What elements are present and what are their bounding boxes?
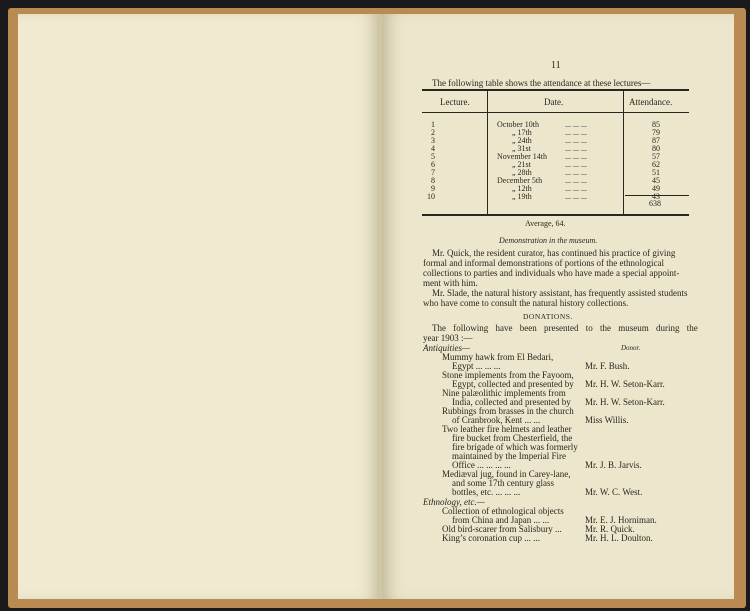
row-date: „ 24th <box>512 136 532 145</box>
donor-name: Mr. H. L. Doulton. <box>585 533 653 543</box>
row-attendance: 51 <box>652 168 660 177</box>
row-dots: ... ... ... <box>565 128 587 137</box>
donation-line: Collection of ethnological objects <box>442 506 564 516</box>
header-attendance: Attendance. <box>629 97 673 107</box>
row-date: „ 28th <box>512 168 532 177</box>
attendance-total: 638 <box>649 199 661 208</box>
paragraph-line: Mr. Quick, the resident curator, has continued his practice of giving <box>432 248 676 258</box>
table-header-rule <box>422 112 689 113</box>
donation-line: King’s coronation cup ... ... <box>442 533 540 543</box>
row-lecture: 10 <box>427 192 435 201</box>
row-lecture: 6 <box>431 160 435 169</box>
donation-line: Egypt, collected and presented by <box>452 379 574 389</box>
donor-name: Mr. W. C. West. <box>585 487 643 497</box>
donation-line: Old bird-scarer from Salisbury ... <box>442 524 562 534</box>
donations-intro-line: The following have been presented to the museum during the <box>432 323 698 333</box>
donation-line: Two leather fire helmets and leather <box>442 424 572 434</box>
row-attendance: 49 <box>652 184 660 193</box>
antiquities-label: Antiquities— <box>423 343 470 353</box>
table-col-rule-2 <box>623 90 624 214</box>
row-attendance: 45 <box>652 176 660 185</box>
row-date: October 10th <box>497 120 539 129</box>
table-top-rule <box>422 89 689 91</box>
row-date: „ 19th <box>512 192 532 201</box>
donor-name: Mr. J. B. Jarvis. <box>585 460 642 470</box>
row-lecture: 5 <box>431 152 435 161</box>
donation-line: Office ... ... ... ... <box>452 460 511 470</box>
paragraph-line: formal and informal demonstrations of portions of the ethnological <box>423 258 664 268</box>
row-lecture: 3 <box>431 136 435 145</box>
donor-name: Miss Willis. <box>585 415 629 425</box>
donor-name: Mr. E. J. Horniman. <box>585 515 657 525</box>
row-attendance: 87 <box>652 136 660 145</box>
donation-line: Stone implements from the Fayoom, <box>442 370 574 380</box>
row-lecture: 8 <box>431 176 435 185</box>
page-number: 11 <box>551 60 561 71</box>
donation-line: Nine palæolithic implements from <box>442 388 566 398</box>
donor-name: Mr. F. Bush. <box>585 361 630 371</box>
donations-heading: DONATIONS. <box>523 312 573 321</box>
table-bottom-rule <box>422 214 689 216</box>
row-dots: ... ... ... <box>565 152 587 161</box>
row-dots: ... ... ... <box>565 160 587 169</box>
row-date: „ 12th <box>512 184 532 193</box>
row-lecture: 9 <box>431 184 435 193</box>
row-attendance: 85 <box>652 120 660 129</box>
row-attendance: 79 <box>652 128 660 137</box>
row-lecture: 4 <box>431 144 435 153</box>
row-lecture: 1 <box>431 120 435 129</box>
donation-line: maintained by the Imperial Fire <box>452 451 566 461</box>
ethnology-label: Ethnology, etc.— <box>423 497 485 507</box>
donation-line: fire bucket from Chesterfield, the <box>452 433 573 443</box>
donation-line: India, collected and presented by <box>452 397 571 407</box>
donor-name: Mr. R. Quick. <box>585 524 635 534</box>
row-dots: ... ... ... <box>565 168 587 177</box>
donations-intro-line: year 1903 :— <box>423 333 473 343</box>
row-date: „ 21st <box>512 160 531 169</box>
row-attendance: 62 <box>652 160 660 169</box>
table-intro: The following table shows the attendance at these lectures— <box>432 78 651 88</box>
row-dots: ... ... ... <box>565 184 587 193</box>
row-lecture: 7 <box>431 168 435 177</box>
row-attendance: 57 <box>652 152 660 161</box>
table-col-rule-1 <box>487 90 488 214</box>
donation-line: from China and Japan ... ... <box>452 515 550 525</box>
row-dots: ... ... ... <box>565 176 587 185</box>
row-date: December 5th <box>497 176 543 185</box>
row-attendance: 80 <box>652 144 660 153</box>
blank-left-page <box>18 14 380 599</box>
row-dots: ... ... ... <box>565 136 587 145</box>
donation-line: bottles, etc. ... ... ... <box>452 487 521 497</box>
row-dots: ... ... ... <box>565 144 587 153</box>
row-lecture: 2 <box>431 128 435 137</box>
donation-line: of Cranbrook, Kent ... ... <box>452 415 541 425</box>
paragraph-line: ment with him. <box>423 278 478 288</box>
row-dots: ... ... ... <box>565 120 587 129</box>
average-note: Average, 64. <box>525 219 566 228</box>
donation-line: Rubbings from brasses in the church <box>442 406 574 416</box>
donation-line: Egypt ... ... ... <box>452 361 501 371</box>
paragraph-line: Mr. Slade, the natural history assistant, has frequently assisted students <box>432 288 688 298</box>
row-date: „ 31st <box>512 144 531 153</box>
donation-line: fire brigade of which was formerly <box>452 442 578 452</box>
donation-line: Mummy hawk from El Bedari, <box>442 352 554 362</box>
donor-name: Mr. H. W. Seton-Karr. <box>585 397 665 407</box>
header-lecture: Lecture. <box>440 97 470 107</box>
paragraph-line: who have come to consult the natural history collections. <box>423 298 629 308</box>
donation-line: and some 17th century glass <box>452 478 554 488</box>
donation-line: Mediæval jug, found in Carey-lane, <box>442 469 571 479</box>
row-date: November 14th <box>497 152 547 161</box>
paragraph-line: collections to parties and individuals who have made a special appoint- <box>423 268 680 278</box>
row-dots: ... ... ... <box>565 192 587 201</box>
donor-header: Donor. <box>621 344 641 352</box>
donor-name: Mr. H. W. Seton-Karr. <box>585 379 665 389</box>
header-date: Date. <box>544 97 564 107</box>
row-date: „ 17th <box>512 128 532 137</box>
row-attendance: 43 <box>652 192 660 201</box>
demonstration-heading: Demonstration in the museum. <box>499 236 598 245</box>
